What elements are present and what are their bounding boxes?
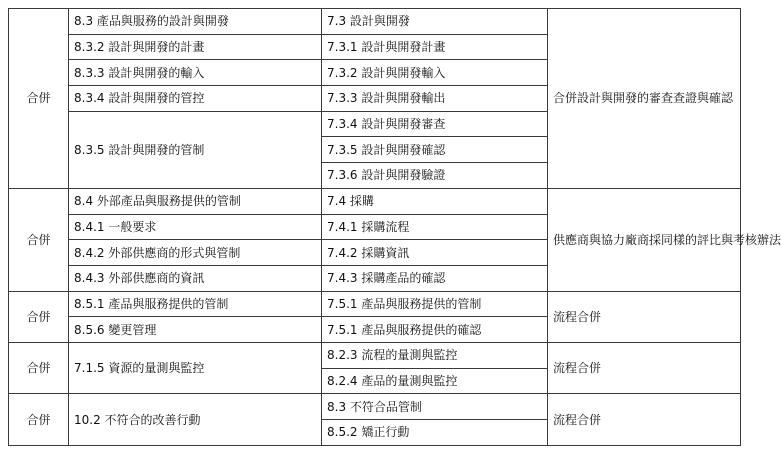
- clause-mapping-table: [8, 8, 781, 446]
- iso2015-clause-cell: 8.4.3 外部供應商的資訊: [69, 265, 322, 291]
- remark-cell: 合併設計與開發的審查查證與確認: [548, 9, 741, 189]
- iso2008-clause-cell: 7.3.6 設計與開發驗證: [322, 163, 548, 189]
- iso2015-clause-cell: 8.3.2 設計與開發的計畫: [69, 34, 322, 60]
- iso2015-clause-cell: 8.4.1 一般要求: [69, 214, 322, 240]
- iso2008-clause-cell: 7.3.1 設計與開發計畫: [322, 34, 548, 60]
- merge-type-cell: 合併: [9, 394, 69, 445]
- remark-cell: 流程合併: [548, 291, 741, 342]
- iso2008-clause-cell: 7.4.3 採購產品的確認: [322, 265, 548, 291]
- iso2015-clause-cell: 8.3.3 設計與開發的輸入: [69, 60, 322, 86]
- iso2015-clause-cell: 10.2 不符合的改善行動: [69, 394, 322, 445]
- iso2015-clause-cell: 8.4 外部產品與服務提供的管制: [69, 188, 322, 214]
- iso2008-clause-cell: 7.4.1 採購流程: [322, 214, 548, 240]
- iso2015-clause-cell: 8.3.5 設計與開發的管制: [69, 111, 322, 188]
- table-row: [9, 291, 741, 317]
- table-row: [9, 188, 741, 214]
- remark-cell: 流程合併: [548, 342, 741, 393]
- iso2008-clause-cell: 8.2.4 產品的量測與監控: [322, 368, 548, 394]
- iso2015-clause-cell: 8.4.2 外部供應商的形式與管制: [69, 240, 322, 266]
- merge-type-cell: 合併: [9, 9, 69, 189]
- iso2015-clause-cell: 8.5.6 變更管理: [69, 317, 322, 343]
- iso2015-clause-cell: 8.3 產品與服務的設計與開發: [69, 9, 322, 35]
- merge-type-cell: 合併: [9, 291, 69, 342]
- iso2008-clause-cell: 7.5.1 產品與服務提供的確認: [322, 317, 548, 343]
- iso2008-clause-cell: 8.5.2 矯正行動: [322, 420, 548, 446]
- iso2008-clause-cell: 7.4 採購: [322, 188, 548, 214]
- table-row: [9, 342, 741, 368]
- iso2015-clause-cell: 8.3.4 設計與開發的管控: [69, 86, 322, 112]
- iso2008-clause-cell: 7.3.3 設計與開發輸出: [322, 86, 548, 112]
- table-row: [9, 9, 741, 35]
- iso2015-clause-cell: 8.5.1 產品與服務提供的管制: [69, 291, 322, 317]
- remark-cell: 供應商與協力廠商採同樣的評比與考核辦法: [548, 188, 741, 291]
- remark-cell: 流程合併: [548, 394, 741, 445]
- merge-type-cell: 合併: [9, 342, 69, 393]
- iso2008-clause-cell: 8.3 不符合品管制: [322, 394, 548, 420]
- merge-type-cell: 合併: [9, 188, 69, 291]
- table-row: [9, 394, 741, 420]
- iso2008-clause-cell: 7.5.1 產品與服務提供的管制: [322, 291, 548, 317]
- iso2008-clause-cell: 7.3.4 設計與開發審查: [322, 111, 548, 137]
- iso2008-clause-cell: 7.4.2 採購資訊: [322, 240, 548, 266]
- iso2008-clause-cell: 7.3.5 設計與開發確認: [322, 137, 548, 163]
- iso2015-clause-cell: 7.1.5 資源的量測與監控: [69, 342, 322, 393]
- iso2008-clause-cell: 7.3 設計與開發: [322, 9, 548, 35]
- iso2008-clause-cell: 7.3.2 設計與開發輸入: [322, 60, 548, 86]
- iso2008-clause-cell: 8.2.3 流程的量測與監控: [322, 342, 548, 368]
